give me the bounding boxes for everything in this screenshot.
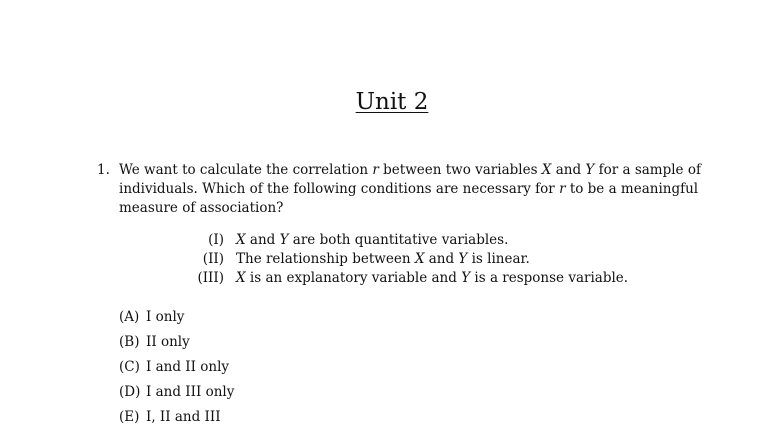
- answer-choice-d: [119, 380, 234, 405]
- question-stem-line: We want to calculate the correlation r between two variables X and Y for a sample of: [119, 162, 701, 178]
- choice-label: (D): [119, 384, 141, 400]
- choice-text: II only: [146, 334, 190, 350]
- condition-item: [180, 269, 628, 288]
- condition-text: X and Y are both quantitative variables.: [236, 232, 509, 248]
- condition-item: [180, 250, 628, 269]
- choice-label: (C): [119, 359, 140, 375]
- answer-choice-a: [119, 305, 234, 330]
- choice-label: (A): [119, 309, 140, 325]
- choice-text: I, II and III: [146, 409, 221, 425]
- question-stem-line: individuals. Which of the following conditions are necessary for r to be a meaningful: [119, 181, 699, 197]
- question-number: 1.: [97, 162, 110, 178]
- page-title: [0, 88, 784, 116]
- condition-numeral: (II): [202, 251, 224, 267]
- condition-list: [180, 231, 628, 288]
- choice-label: (E): [119, 409, 140, 425]
- condition-text: X is an explanatory variable and Y is a response variable.: [236, 270, 629, 286]
- choice-text: I and II only: [146, 359, 230, 375]
- condition-item: [180, 231, 628, 250]
- choice-text: I only: [146, 309, 185, 325]
- question-stem: [119, 161, 701, 218]
- answer-choice-b: [119, 330, 234, 355]
- answer-choice-list: [119, 305, 234, 430]
- answer-choice-c: [119, 355, 234, 380]
- question-stem-line: measure of association?: [119, 200, 284, 216]
- condition-numeral: (I): [208, 232, 224, 248]
- unit-heading: Unit 2: [355, 89, 429, 115]
- choice-text: I and III only: [146, 384, 235, 400]
- choice-label: (B): [119, 334, 140, 350]
- answer-choice-e: [119, 405, 234, 430]
- condition-numeral: (III): [197, 270, 224, 286]
- condition-text: The relationship between X and Y is linear.: [236, 251, 530, 267]
